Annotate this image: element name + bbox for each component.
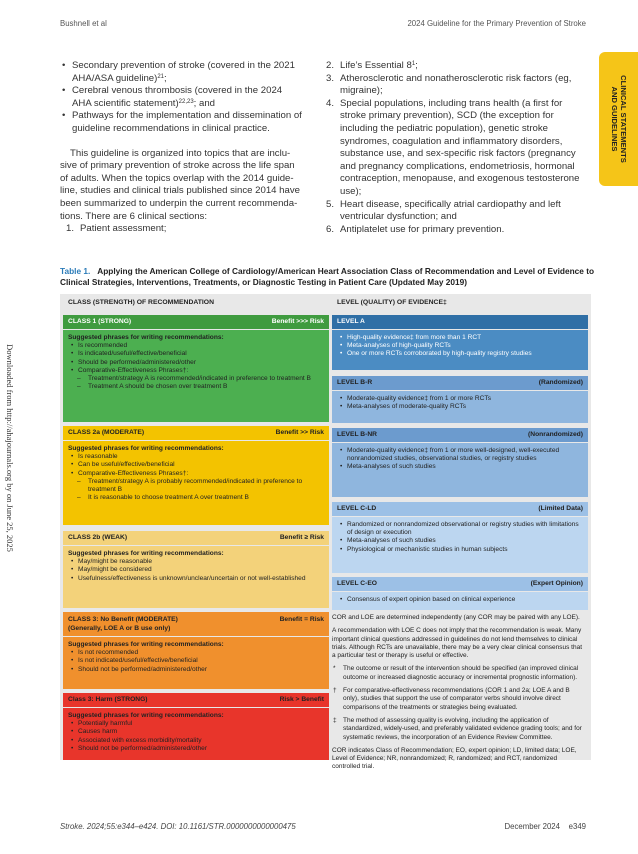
table-caption: Table 1. Applying the American College of Cardiology/American Heart Association Class of Recommendation and Level of Evidence to Clinical Strategies, Interventions, Treatments, or Diagnostic Testing in Patient Care (Updated May 2019) (60, 266, 595, 287)
list-item: 1. Patient assessment; (66, 223, 167, 235)
download-note: Downloaded from http://ahajournals.org by on June 25, 2025 (5, 344, 15, 552)
list-item: • Pathways for the implementation and dissemination of guideline recommendations in clinical practice. (60, 110, 303, 135)
citation-footer: Stroke. 2024;55:e344–e424. DOI: 10.1161/STR.0000000000000475 (60, 822, 296, 831)
level-b-nr-bar: LEVEL B-NR (Nonrandomized) (332, 428, 588, 442)
class-1-bar: CLASS 1 (STRONG) Benefit >>> Risk (63, 315, 329, 329)
list-item: 6. Antiplatelet use for primary prevention. (326, 223, 505, 235)
list-item: 4. Special populations, including trans health (a first for stroke primary prevention), SCD (the exception for including the pediatric population), genetic stroke syndromes, coagulation and inflammatory disorders, substance use, and sex-specific risk factors (pregnancy and pregnancy complications, endometriosis, hormonal contraception, menopause, and exogenous testosterone use); (326, 97, 580, 197)
class-2b-box: Suggested phrases for writing recommendations: • May/might be reasonable • May/might be considered • Usefulness/effectiveness is unknown/unclear/uncertain or not well-established (63, 546, 329, 608)
list-item: 2. Life’s Essential $8^1$; (326, 60, 418, 71)
tab-line-1: CLINICAL STATEMENTS (618, 75, 628, 163)
level-c-eo-bar: LEVEL C-EO (Expert Opinion) (332, 577, 588, 591)
level-c-eo-box: • Consensus of expert opinion based on clinical experience (332, 592, 588, 610)
list-item: 5. Heart disease, specifically atrial cardiopathy and left ventricular dysfunction; and (326, 198, 561, 223)
level-b-r-bar: LEVEL B-R (Randomized) (332, 376, 588, 390)
right-column-header: LEVEL (QUALITY) OF EVIDENCE‡ (332, 294, 588, 312)
class-2a-box: Suggested phrases for writing recommendations: • Is reasonable • Can be useful/effective/beneficial • Comparative-Effectiveness Phrases†: – Treatment/strategy A is probably recommended/indicated in preference to treatment B – It is reasonable to choose treatment A over treatment B (63, 441, 329, 525)
list-item: • Cerebral venous thrombosis (covered in the 2024 AHA scientific statement)$^{22,23}$; and (60, 85, 303, 110)
class-3-harm-bar: Class 3: Harm (STRONG) Risk > Benefit (63, 693, 329, 707)
table-notes: COR and LOE are determined independently (any COR may be paired with any LOE). A recommendation with LOE C does not imply that the recommendation is weak. Many important clinical questions addressed in guidelines do not lend themselves to clinical trials. Although RCTs are unavailable, there may be a very clear clinical consensus that a particular test or therapy is useful or effective. * The outcome or result of the intervention should be specified (an improved clinical outcome or increased diagnostic accuracy or incremental prognostic information). † For comparative-effectiveness recommendations (COR 1 and 2a; LOE A and B only), studies that support the use of comparator verbs should involve direct comparisons of the treatments or strategies being evaluated. ‡ The method of assessing quality is evolving, including the application of standardized, widely-used, and preferably validated evidence grading tools; and for systematic reviews, the incorporation of an Evidence Review Committee. COR indicates Class of Recommendation; EO, expert opinion; LD, limited data; LOE, Level of Evidence; NR, nonrandomized; R, randomized; and RCT, randomized controlled trial. (332, 614, 583, 771)
level-c-ld-bar: LEVEL C-LD (Limited Data) (332, 502, 588, 516)
list-item: • Secondary prevention of stroke (covered in the 2021 AHA/ASA guideline)$^{21}$; (60, 60, 303, 85)
left-column (60, 60, 303, 236)
list-item: 3. Atherosclerotic and nonatherosclerotic risk factors (eg, migraine); (326, 72, 572, 97)
class-2a-bar: CLASS 2a (MODERATE) Benefit >> Risk (63, 426, 329, 440)
class-3-no-benefit-bar: CLASS 3: No Benefit (MODERATE) (Generally, LOE A or B use only) Benefit = Risk (63, 612, 329, 636)
cor-loe-table (60, 294, 591, 771)
left-column-header: CLASS (STRENGTH) OF RECOMMENDATION (63, 294, 329, 312)
level-a-bar: LEVEL A (332, 315, 588, 329)
class-3-no-benefit-box: Suggested phrases for writing recommendations: • Is not recommended • Is not indicated/useful/effective/beneficial • Should not be performed/administered/other (63, 637, 329, 689)
level-b-r-box: • Moderate-quality evidence‡ from 1 or more RCTs • Meta-analyses of moderate-quality RCTs (332, 391, 588, 423)
running-header-authors: Bushnell et al (60, 19, 107, 28)
right-column (326, 60, 590, 236)
class-3-harm-box: Suggested phrases for writing recommendations: • Potentially harmful • Causes harm • Associated with excess morbidity/mortality • Should not be performed/administered/other (63, 708, 329, 760)
body-paragraph: This guideline is organized into topics that are inclu- sive of primary prevention of stroke across the life span of adults. When the topics overlap with the 2014 guide- line, studies and clinical trials published since 2014 have been summarized to underpin the current recommenda- tions. There are 6 clinical sections: (60, 147, 300, 222)
tab-line-2: AND GUIDELINES (609, 86, 619, 152)
section-tab (599, 52, 638, 186)
class-1-box: Suggested phrases for writing recommendations: • Is recommended • Is indicated/useful/effective/beneficial • Should be performed/administered/other • Comparative-Effectiveness Phrases†: – Treatment/strategy A is recommended/indicated in preference to treatment B – Treatment A should be chosen over treatment B (63, 330, 329, 422)
level-a-box: • High-quality evidence‡ from more than 1 RCT • Meta-analyses of high-quality RCTs • One or more RCTs corroborated by high-quality registry studies (332, 330, 588, 370)
class-2b-bar: CLASS 2b (WEAK) Benefit ≥ Risk (63, 531, 329, 545)
running-header-title: 2024 Guideline for the Primary Prevention of Stroke (407, 19, 586, 28)
level-b-nr-box: • Moderate-quality evidence‡ from 1 or more well-designed, well-executed nonrandomized studies, observational studies, or registry studies • Meta-analyses of such studies (332, 443, 588, 497)
page-number-footer: December 2024 e349 (504, 822, 586, 831)
level-c-ld-box: • Randomized or nonrandomized observational or registry studies with limitations of design or execution • Meta-analyses of such studies • Physiological or mechanistic studies in human subjects (332, 517, 588, 573)
